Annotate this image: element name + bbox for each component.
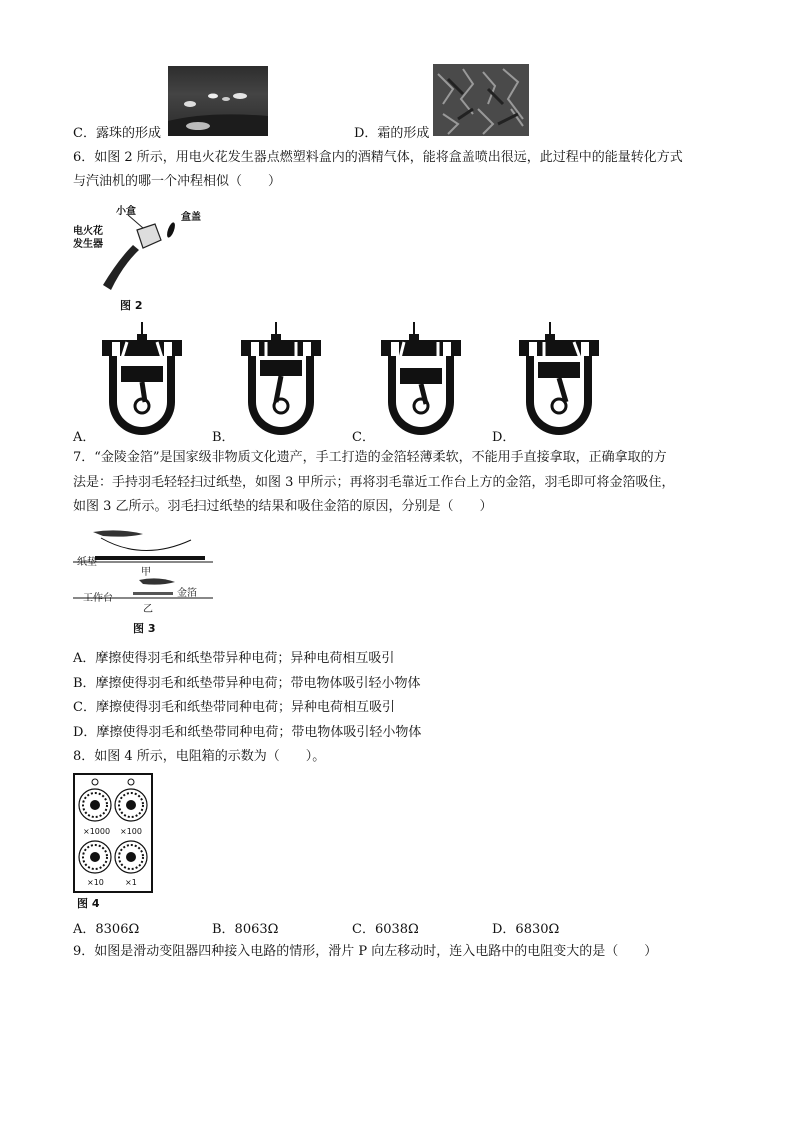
- dial-tens: [79, 841, 111, 873]
- q7-option-b: B．摩擦使得羽毛和纸垫带异种电荷；带电物体吸引轻小物体: [73, 676, 421, 691]
- q8-option-a: A．8306Ω: [73, 922, 140, 937]
- figure-2: [73, 200, 213, 312]
- dial-hundreds: [115, 789, 147, 821]
- figure-2-caption: 图 2: [120, 299, 143, 312]
- dial-thousands: [79, 789, 111, 821]
- question-6-line-2: 与汽油机的哪一个冲程相似（ ）: [73, 174, 282, 189]
- q6-option-a: A．: [73, 430, 96, 445]
- engine-option-b: [236, 322, 326, 437]
- q7-option-c: C．摩擦使得羽毛和纸垫带同种电荷；异种电荷相互吸引: [73, 700, 395, 715]
- q6-option-b: B．: [212, 430, 235, 445]
- question-9-line-1: 9．如图是滑动变阻器四种接入电路的情形，滑片 P 向左移动时，连入电路中的电阻变大的是（ ）: [73, 944, 658, 959]
- dial-label-x1000: ×1000: [83, 827, 111, 836]
- frost-photo: [433, 64, 529, 136]
- option-d-frost: D．霜的形成: [354, 126, 430, 141]
- q7-option-a: A．摩擦使得羽毛和纸垫带异种电荷；异种电荷相互吸引: [73, 651, 395, 666]
- q8-option-b: B．8063Ω: [212, 922, 279, 937]
- figure-3-caption: 图 3: [133, 622, 156, 635]
- engine-option-a: [97, 322, 187, 437]
- resistance-box-figure: [73, 773, 153, 893]
- option-c-dew: C．露珠的形成: [73, 126, 161, 141]
- question-7-line-2: 法是：手持羽毛轻轻扫过纸垫，如图 3 甲所示；再将羽毛靠近工作台上方的金箔，羽毛即可将金箔吸住，: [73, 475, 675, 490]
- dew-photo: [168, 66, 268, 136]
- q6-option-c: C．: [352, 430, 375, 445]
- q6-option-d: D．: [492, 430, 516, 445]
- fig3-label-pad: 纸垫: [77, 557, 97, 568]
- question-8-line-1: 8．如图 4 所示，电阻箱的示数为（ ）。: [73, 749, 326, 764]
- fig2-label-generator-1: 电火花: [73, 226, 103, 237]
- engine-option-c: [376, 322, 466, 437]
- figure-3: [73, 522, 213, 642]
- fig3-label-foil: 金箔: [177, 588, 197, 599]
- engine-option-d: [514, 322, 604, 437]
- dial-label-x1: ×1: [125, 878, 137, 887]
- fig2-label-lid: 盒盖: [181, 212, 201, 223]
- fig3-label-yi: 乙: [143, 604, 153, 615]
- dial-label-x10: ×10: [87, 878, 104, 887]
- q8-option-d: D．6830Ω: [492, 922, 560, 937]
- figure-4-caption: 图 4: [77, 897, 100, 910]
- fig2-label-generator-2: 发生器: [73, 239, 103, 250]
- question-7-line-1: 7．“金陵金箔”是国家级非物质文化遗产，手工打造的金箔轻薄柔软，不能用手直接拿取，正确拿取的方: [73, 450, 667, 465]
- question-7-line-3: 如图 3 乙所示。羽毛扫过纸垫的结果和吸住金箔的原因，分别是（ ）: [73, 499, 493, 514]
- q8-option-c: C．6038Ω: [352, 922, 419, 937]
- fig3-label-bench: 工作台: [83, 593, 113, 604]
- dial-ones: [115, 841, 147, 873]
- fig2-label-box: 小盒: [116, 206, 136, 217]
- dial-label-x100: ×100: [120, 827, 142, 836]
- q7-option-d: D．摩擦使得羽毛和纸垫带同种电荷；带电物体吸引轻小物体: [73, 725, 422, 740]
- question-6-line-1: 6．如图 2 所示，用电火花发生器点燃塑料盒内的酒精气体，能将盒盖喷出很远，此过程中的能量转化方式: [73, 150, 683, 165]
- fig3-label-jia: 甲: [141, 567, 151, 578]
